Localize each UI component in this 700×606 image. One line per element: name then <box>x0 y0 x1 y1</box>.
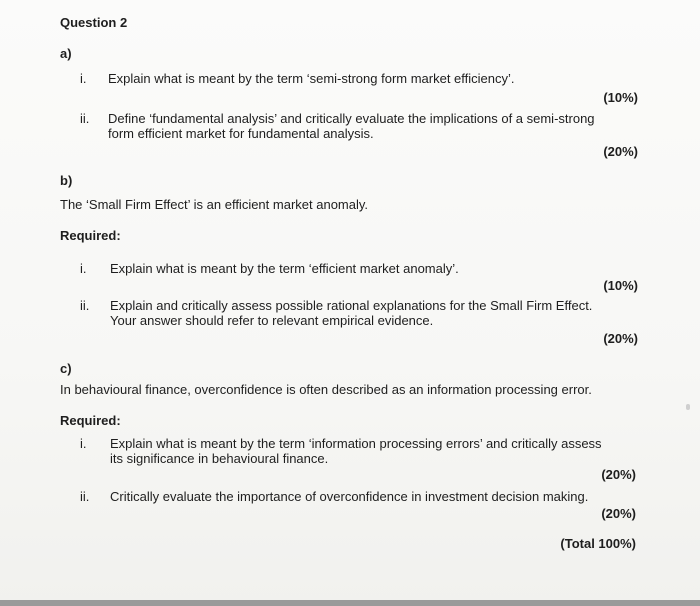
part-b-intro: The ‘Small Firm Effect’ is an efficient market anomaly. <box>60 197 369 212</box>
part-c-item-1-line-2: its significance in behavioural finance. <box>110 451 329 466</box>
part-a-item-2-mark: (20%) <box>603 144 638 159</box>
part-b-item-1-line-1: Explain what is meant by the term ‘efficient market anomaly’. <box>110 261 459 276</box>
page-edge-mark <box>686 404 690 410</box>
part-b-item-2-mark: (20%) <box>603 331 638 346</box>
part-c-label: c) <box>60 361 72 376</box>
part-c-item-2-mark: (20%) <box>601 506 636 521</box>
part-c-intro: In behavioural finance, overconfidence is often described as an information processing error. <box>60 382 592 397</box>
total-marks: (Total 100%) <box>560 536 636 551</box>
part-c-item-1-number: i. <box>80 436 87 451</box>
part-a-item-2-number: ii. <box>80 111 90 126</box>
part-b-item-1-mark: (10%) <box>603 278 638 293</box>
part-b-item-2-line-2: Your answer should refer to relevant empirical evidence. <box>110 313 434 328</box>
page-bottom-edge <box>0 600 700 606</box>
part-a-label: a) <box>60 46 72 61</box>
part-b-item-1-number: i. <box>80 261 87 276</box>
question-title: Question 2 <box>60 15 128 30</box>
part-c-item-2-number: ii. <box>80 489 90 504</box>
part-c-required: Required: <box>60 413 121 428</box>
part-a-item-2-line-1: Define ‘fundamental analysis’ and critically evaluate the implications of a semi-strong <box>108 111 595 126</box>
part-b-item-2-number: ii. <box>80 298 90 313</box>
part-c-item-2-line-1: Critically evaluate the importance of overconfidence in investment decision making. <box>110 489 589 504</box>
part-a-item-1-line-1: Explain what is meant by the term ‘semi-strong form market efficiency’. <box>108 71 515 86</box>
part-a-item-1-mark: (10%) <box>603 90 638 105</box>
part-b-required: Required: <box>60 228 121 243</box>
part-a-item-1-number: i. <box>80 71 87 86</box>
part-c-item-1-mark: (20%) <box>601 467 636 482</box>
part-b-item-2-line-1: Explain and critically assess possible rational explanations for the Small Firm Effect. <box>110 298 593 313</box>
part-b-label: b) <box>60 173 73 188</box>
part-c-item-1-line-1: Explain what is meant by the term ‘information processing errors’ and critically assess <box>110 436 602 451</box>
part-a-item-2-line-2: form efficient market for fundamental analysis. <box>108 126 374 141</box>
